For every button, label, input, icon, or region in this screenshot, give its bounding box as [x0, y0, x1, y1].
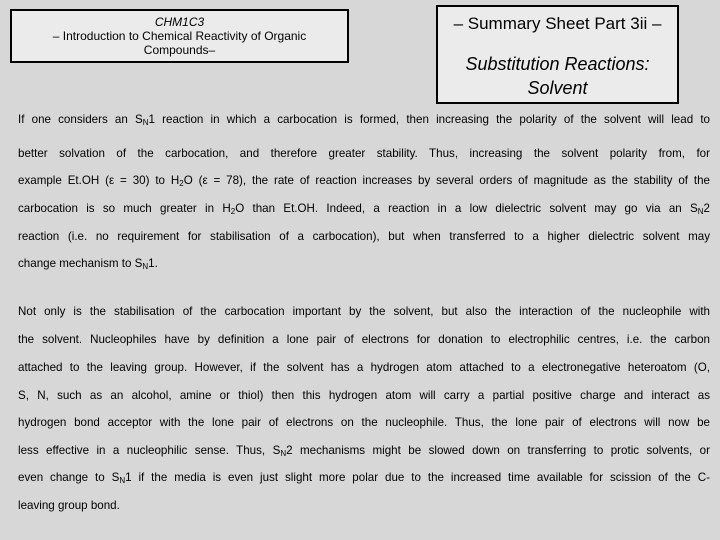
- course-code: CHM1C3: [154, 15, 205, 29]
- p2-line7: even change to $S_N1$ if the media is even just slight more polar due to the increased time available for scission of the C-: [18, 471, 710, 485]
- sheet-title: – Summary Sheet Part 3ii –: [453, 14, 662, 33]
- topic-title-line2: Solvent: [527, 78, 588, 98]
- course-header-box: [10, 9, 349, 63]
- p2-line3: attached to the leaving group. However, if the solvent has a hydrogen atom attached to a electronegative heteroatom (O,: [18, 361, 710, 374]
- p1-line2: better solvation of the carbocation, and therefore greater stability. Thus, increasing the solvent polarity from, for: [18, 147, 710, 160]
- p2-line6: less effective in a nucleophilic sense. Thus, $S_N2$ mechanisms might be slowed down on transferring to protic solvents, or: [18, 444, 710, 458]
- p1-line1: If one considers an $S_N1$ reaction in which a carbocation is formed, then increasing the polarity of the solvent will lead to: [18, 113, 710, 127]
- course-title-line1: – Introduction to Chemical Reactivity of Organic: [52, 29, 307, 43]
- p2-line4: S, N, such as an alcohol, amine or thiol) then this hydrogen atom will carry a partial positive charge and interact as: [18, 389, 710, 402]
- p2-line5: hydrogen bond acceptor with the lone pair of electrons on the nucleophile. Thus, the lone pair of electrons will now be: [18, 416, 710, 429]
- p2-line1: Not only is the stabilisation of the carbocation important by the solvent, but also the interaction of the nucleophile with: [18, 305, 710, 318]
- topic-title: [438, 52, 677, 100]
- p1-line4: carbocation is so much greater in $H_2O$ than Et.OH. Indeed, a reaction in a low dielectric solvent may go via an $S_N2$: [18, 202, 710, 216]
- course-title-line2: Compounds–: [143, 43, 216, 57]
- title-box: [436, 5, 679, 104]
- topic-title-line1: Substitution Reactions:: [465, 54, 650, 74]
- p1-line5: reaction (i.e. no requirement for stabilisation of a carbocation), but when transferred to a higher dielectric solvent may: [18, 230, 710, 243]
- p2-line8: leaving group bond.: [18, 499, 120, 512]
- p2-line2: the solvent. Nucleophiles have by definition a lone pair of electrons for donation to electrophilic centres, i.e. the carbon: [18, 333, 710, 346]
- p1-line6: change mechanism to $S_N1$.: [18, 257, 158, 271]
- p1-line3: example Et.OH (ε = 30) to $H_2O$ (ε = 78), the rate of reaction increases by several orders of magnitude as the stability of the: [18, 174, 710, 188]
